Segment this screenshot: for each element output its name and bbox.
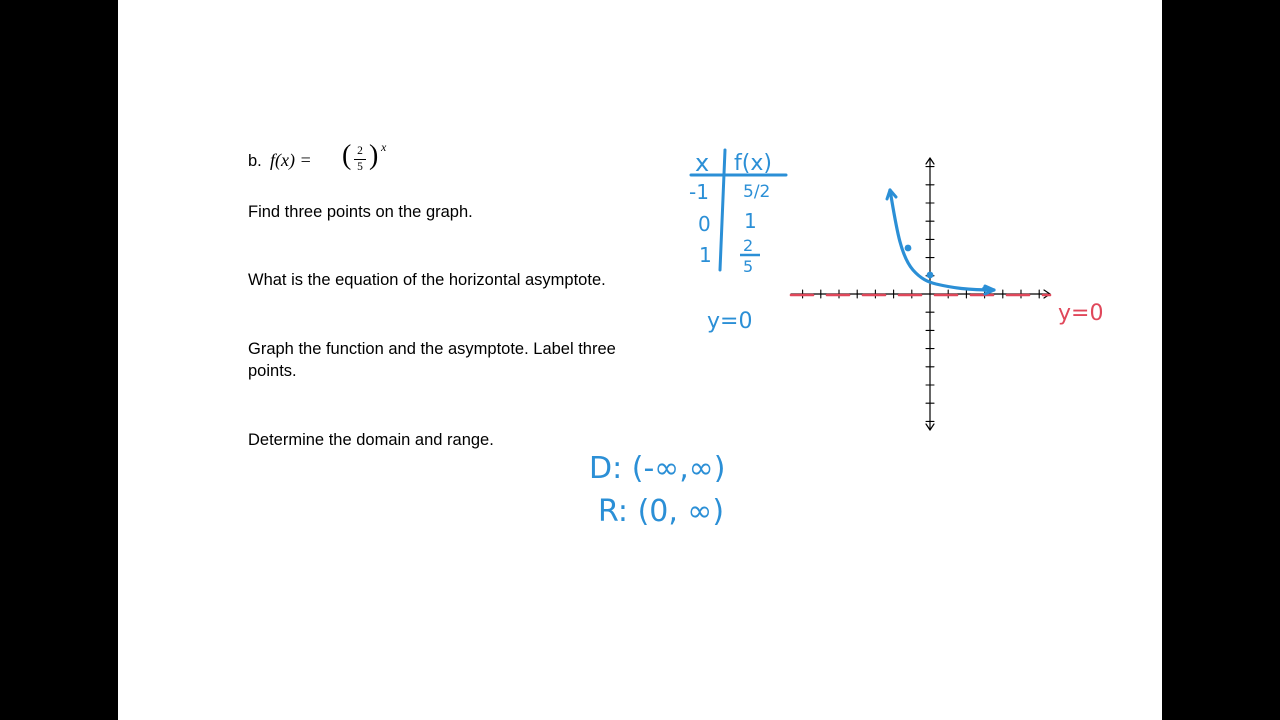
table-fx-1-num: 2 [743, 236, 754, 255]
question-domain-range: Determine the domain and range. [248, 431, 494, 449]
point-0 [927, 272, 934, 279]
graph-asymptote-label: y=0 [1058, 301, 1104, 326]
exponent: x [381, 140, 387, 154]
table-x-neg1: -1 [689, 180, 709, 204]
table-header-x: x [695, 149, 710, 177]
handwritten-work [118, 0, 1162, 720]
left-paren: ( [342, 140, 352, 171]
question-points: Find three points on the graph. [248, 203, 473, 221]
right-paren: ) [369, 140, 379, 171]
question-graph: Graph the function and the asymptote. Label three points. [248, 340, 616, 380]
problem-label: b. [248, 152, 262, 170]
range-answer: R: (0, ∞) [598, 494, 725, 529]
table-x-0: 0 [698, 212, 711, 236]
function-curve [890, 190, 994, 290]
table-header-fx: f(x) [734, 151, 772, 176]
base-numerator: 2 [357, 145, 363, 157]
domain-answer: D: (-∞,∞) [589, 451, 726, 486]
table-fx-1-den: 5 [743, 257, 754, 276]
table-divider [720, 150, 725, 270]
point-neg1 [905, 245, 912, 252]
question-asymptote: What is the equation of the horizontal asymptote. [248, 271, 606, 289]
asymptote-note: y=0 [707, 309, 753, 334]
graph [791, 158, 1050, 430]
base-denominator: 5 [357, 161, 363, 173]
function-lhs: f(x) = [270, 150, 312, 170]
document-page [118, 0, 1162, 720]
table-fx-0: 1 [744, 209, 757, 233]
point-1 [982, 286, 988, 292]
table-x-1: 1 [699, 243, 712, 267]
table-fx-neg1: 5/2 [743, 182, 771, 202]
